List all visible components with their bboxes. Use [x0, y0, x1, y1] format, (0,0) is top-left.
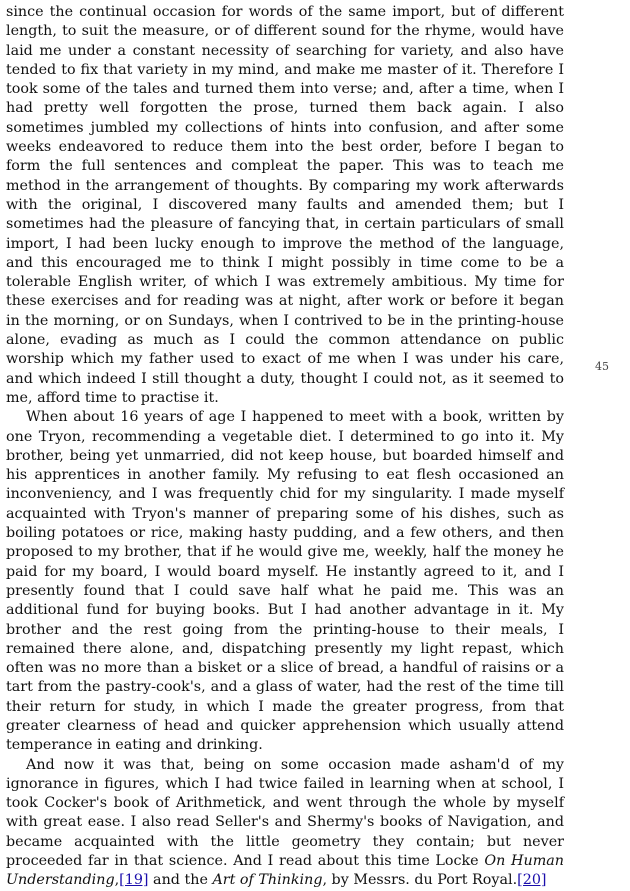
book-title-human-understanding: On Human Understanding	[6, 853, 565, 889]
paragraph-1: since the continual occasion for words of the same import, but of different length, to suit the measure, or of different sound for the rhyme, would have laid me under a constant necessity of searching for variety, and also have tended to fix that variety in my mind, and make me master of it. Therefore I took some of the tales and turned them into verse; and, after a time, when I had pretty well forgotten the prose, turned them back again. I also sometimes jumbled my collections of hints into confusion, and after some weeks endeavored to reduce them into the best order, before I began to form the full sentences and compleat the paper. This was to teach me method in the arrangement of thoughts. By comparing my work afterwards with the original, I discovered many faults and amended them; but I sometimes had the pleasure of fancying that, in certain particulars of small import, I had been lucky enough to improve the method of the language, and this encouraged me to think I might possibly in time come to be a tolerable English writer, of which I was extremely ambitious. My time for these exercises and for reading was at night, after work or before it began in the morning, or on Sundays, when I contrived to be in the printing-house alone, evading as much as I could the common attendance on public worship which my father used to exact of me when I was under his care, and which indeed I still thought a duty, thought I could not, as it seemed to me, afford time to practise it.	[6, 4, 564, 406]
paragraph-3-text-1: And now it was that, being on some occasion made asham'd of my ignorance in figures, which I had twice failed in learning when at school, I took Cocker's book of Arithmetick, and went through the whole by myself with great ease. I also read Seller's and Shermy's books of Navigation, and became acquainted with the little geometry they contain; but never proceeded far in that science. And I read about this time Locke	[6, 756, 564, 870]
book-title-art-of-thinking: Art of Thinking	[212, 872, 323, 889]
footnote-link-20[interactable]: [20]	[517, 872, 547, 889]
paragraph-3	[6, 756, 564, 891]
footnote-link-19[interactable]: [19]	[119, 872, 149, 889]
paragraph-3-text-3: and the	[148, 872, 213, 889]
paragraph-2: When about 16 years of age I happened to meet with a book, written by one Tryon, recommending a vegetable diet. I determined to go into it. My brother, being yet unmarried, did not keep house, but boarded himself and his apprentices in another family. My refusing to eat flesh occasioned an inconveniency, and I was frequently chid for my singularity. I made myself acquainted with Tryon's manner of preparing some of his dishes, such as boiling potatoes or rice, making hasty pudding, and a few others, and then proposed to my brother, that if he would give me, weekly, half the money he paid for my board, I would board myself. He instantly agreed to it, and I presently found that I could save half what he paid me. This was an additional fund for buying books. But I had another advantage in it. My brother and the rest going from the printing-house to their meals, I remained there alone, and, dispatching presently my light repast, which often was no more than a bisket or a slice of bread, a handful of raisins or a tart from the pastry-cook's, and a glass of water, had the rest of the time till their return for study, in which I made the greater progress, from that greater clearness of head and quicker apprehension which usually attend temperance in eating and drinking.	[6, 409, 564, 754]
paragraph-3-text-2: ,	[114, 872, 120, 889]
paragraph-3-text-4: , by Messrs. du Port Royal.	[322, 872, 518, 889]
page-number: 45	[595, 360, 609, 373]
document-page	[6, 3, 564, 891]
